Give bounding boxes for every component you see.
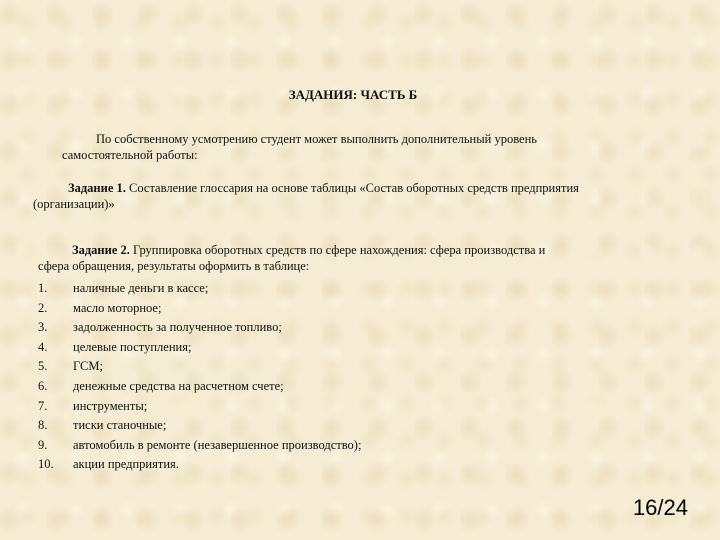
list-item-text: денежные средства на расчетном счете; [73,378,284,393]
intro-line-1: По собственному усмотрению студент может выполнить дополнительный уровень [96,132,537,146]
list-item [38,436,361,456]
list-item [38,338,361,358]
task-2-line-1: Группировка оборотных средств по сфере нахождения: сфера производства и [133,243,546,257]
task-2-line-2: сфера обращения, результаты оформить в таблице: [38,259,310,273]
task-2-paragraph [38,242,678,274]
intro-line-2: самостоятельной работы: [62,148,198,162]
list-item [38,299,361,319]
list-item [38,416,361,436]
list-item [38,318,361,338]
intro-paragraph [62,131,662,163]
list-item [38,377,361,397]
list-item [38,279,361,299]
list-item-text: целевые поступления; [73,339,192,354]
list-item-number: 10. [38,457,54,472]
list-item-text: ГСМ; [73,359,103,374]
list-item-text: наличные деньги в кассе; [73,281,209,295]
list-item-text: инструменты; [73,398,148,413]
list-item-number: 1. [38,281,48,295]
list-item-number: 9. [38,437,48,452]
list-item [38,455,361,475]
task-2-first-line [38,242,678,258]
list-item-number: 4. [38,339,48,354]
list-item [38,357,361,377]
task-1-line-2: (организации)» [33,197,115,211]
list-item-number: 8. [38,418,48,433]
task-1-label: Задание 1. [68,181,126,195]
page-title-text: ЗАДАНИЯ: ЧАСТЬ Б [288,87,418,102]
task-2-label: Задание 2. [72,243,130,257]
list-item [38,397,361,417]
list-item-text: автомобиль в ремонте (незавершенное производство); [73,437,362,452]
list-item-text: акции предприятия. [73,457,179,472]
task-1-paragraph [33,180,673,212]
list-item-text: тиски станочные; [73,418,167,433]
slide-page-number: 16/24 [632,495,688,520]
list-item-number: 7. [38,398,48,413]
task-1-first-line [33,180,673,196]
task-1-line-1: Составление глоссария на основе таблицы «Состав оборотных средств предприятия [129,181,579,195]
list-item-number: 6. [38,378,48,393]
list-item-number: 3. [38,320,48,335]
page-title [0,87,720,103]
task-2-item-list [38,279,361,475]
list-item-text: масло моторное; [73,300,162,315]
list-item-text: задолженность за полученное топливо; [73,320,282,335]
list-item-number: 5. [38,359,48,374]
list-item-number: 2. [38,300,48,315]
